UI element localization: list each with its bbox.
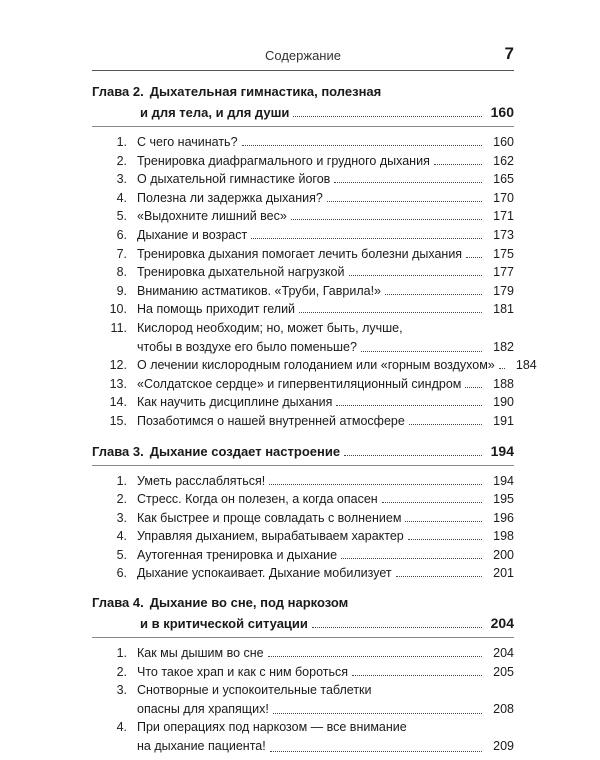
entry-title: Позаботимся о нашей внутренней атмосфере: [137, 413, 405, 428]
entry-number: 3.: [116, 510, 127, 525]
entry-title: С чего начинать?: [137, 135, 238, 149]
dot-leader: [269, 484, 482, 485]
entry-title: Вниманию астматиков. «Труби, Гаврила!»: [137, 283, 381, 298]
dot-leader: [466, 257, 482, 258]
entry-title: Тренировка дыхательной нагрузкой: [137, 265, 345, 280]
entry-page-number: 205: [493, 664, 514, 679]
chapter-title: и в критической ситуации: [140, 616, 308, 632]
chapter-title: Дыхание во сне, под наркозом: [149, 595, 349, 611]
chapter-title-line: [92, 593, 514, 613]
chapter-page-number: 204: [490, 615, 514, 632]
entry-number: 5.: [116, 547, 127, 562]
toc-entry[interactable]: [92, 546, 514, 565]
entry-page-number: 204: [493, 646, 514, 661]
entry-number: 3.: [116, 683, 127, 698]
chapter-page-number: 160: [490, 104, 514, 120]
running-head: [92, 42, 514, 71]
dot-leader: [341, 558, 482, 559]
entry-title-continued: чтобы в воздухе его было поменьше?: [137, 339, 357, 354]
entry-title: О дыхательной гимнастике йогов: [137, 172, 331, 187]
entry-number: 4.: [116, 720, 127, 735]
toc-entry[interactable]: [92, 527, 514, 546]
entry-page-number: 198: [493, 529, 514, 544]
entry-title: Тренировка диафрагмального и грудного дыхания: [137, 153, 430, 168]
entry-number: 1.: [116, 135, 127, 149]
dot-leader: [382, 502, 482, 503]
entry-title: «Солдатское сердце» и гипервентиляционный синдром: [137, 376, 462, 391]
entry-page-number: 196: [493, 510, 514, 525]
dot-leader: [361, 338, 482, 353]
entry-number: 15.: [109, 413, 127, 428]
entry-page-number: 162: [493, 153, 514, 168]
entry-title: Тренировка дыхания помогает лечить болезни дыхания: [137, 246, 463, 261]
entry-page-number: 179: [493, 283, 514, 298]
entry-title: Дыхание и возраст: [137, 227, 248, 242]
entry-page-number: 201: [493, 566, 514, 581]
dot-leader: [434, 164, 482, 165]
entry-title: Кислород необходим; но, может быть, лучше,: [137, 320, 403, 335]
entry-list: [92, 638, 514, 760]
entry-number: 6.: [116, 566, 127, 581]
toc-entry[interactable]: [92, 207, 514, 226]
entry-page-number: 177: [493, 265, 514, 280]
entry-page-number: 190: [493, 395, 514, 410]
entry-number: 2.: [116, 664, 127, 679]
toc-entry[interactable]: [92, 681, 514, 700]
entry-page-number: 175: [493, 246, 514, 261]
chapter-title-line: [92, 441, 514, 461]
toc-entry[interactable]: [92, 319, 514, 338]
dot-leader: [291, 219, 482, 220]
toc-entry[interactable]: [92, 412, 514, 431]
dot-leader: [242, 145, 482, 146]
table-of-contents: [92, 76, 537, 760]
entry-page-number: 181: [493, 302, 514, 317]
toc-entry[interactable]: [92, 564, 514, 583]
toc-entry[interactable]: [92, 375, 514, 394]
entry-number: 12.: [109, 358, 127, 373]
entry-number: 10.: [109, 302, 127, 317]
dot-leader: [344, 455, 482, 456]
entry-number: 6.: [116, 227, 127, 242]
entry-number: 1.: [116, 473, 127, 488]
chapter-heading[interactable]: [92, 76, 514, 127]
entry-title: О лечении кислородным голоданием или «горным воздухом»: [137, 358, 495, 373]
entry-page-number: 200: [493, 547, 514, 562]
dot-leader: [327, 201, 482, 202]
entry-number: 8.: [116, 265, 127, 280]
page-number: 7: [504, 44, 514, 63]
entry-page-number: 160: [493, 135, 514, 149]
entry-title: Что такое храп и как с ним бороться: [137, 664, 349, 679]
entry-list: [92, 466, 514, 588]
entry-page-number: 188: [493, 376, 514, 391]
entry-number: 9.: [116, 283, 127, 298]
dot-leader: [336, 405, 482, 406]
entry-title: Как быстрее и проще совладать с волнением: [137, 510, 402, 525]
toc-entry[interactable]: [92, 189, 514, 208]
chapter-label: Глава 4.: [92, 595, 144, 611]
entry-page-number: 170: [493, 190, 514, 205]
entry-title: «Выдохните лишний вес»: [137, 209, 287, 224]
entry-page-number: 165: [493, 172, 514, 187]
entry-title: Управляя дыханием, вырабатываем характер: [137, 529, 404, 544]
running-head-title: Содержание: [265, 48, 341, 63]
toc-entry[interactable]: [92, 718, 514, 737]
toc-entry[interactable]: [92, 226, 514, 245]
chapter-title: и для тела, и для души: [140, 105, 290, 120]
dot-leader: [270, 737, 482, 752]
entry-page-number: 191: [493, 413, 514, 428]
dot-leader: [273, 700, 482, 715]
toc-entry[interactable]: [92, 300, 514, 319]
toc-entry-continuation[interactable]: [92, 700, 514, 719]
chapter-heading[interactable]: [92, 435, 514, 466]
entry-page-number: 184: [515, 358, 537, 373]
entry-number: 11.: [110, 320, 127, 335]
dot-leader: [293, 116, 482, 117]
toc-entry[interactable]: [92, 170, 514, 189]
chapter-title: Дыхание создает настроение: [149, 443, 341, 459]
entry-number: 2.: [116, 492, 127, 507]
toc-entry[interactable]: [92, 282, 514, 301]
entry-number: 13.: [109, 376, 127, 391]
dot-leader: [349, 275, 483, 276]
entry-title-continued: на дыхание пациента!: [137, 739, 266, 754]
entry-title: Снотворные и успокоительные таблетки: [137, 683, 372, 698]
entry-list: [92, 127, 537, 435]
entry-title: Как мы дышим во сне: [137, 646, 264, 661]
chapter-title-line: [92, 613, 514, 633]
chapter-label: Глава 2.: [92, 84, 144, 99]
dot-leader: [268, 656, 482, 657]
entry-title: Как научить дисциплине дыхания: [137, 395, 333, 410]
entry-title: Стресс. Когда он полезен, а когда опасен: [137, 492, 378, 507]
entry-title-continued: опасны для храпящих!: [137, 701, 269, 716]
dot-leader: [299, 312, 482, 313]
toc-entry[interactable]: [92, 644, 514, 663]
toc-entry[interactable]: [92, 663, 514, 682]
entry-title: При операциях под наркозом — все внимание: [137, 720, 407, 735]
chapter-title: Дыхательная гимнастика, полезная: [149, 84, 382, 99]
toc-entry[interactable]: [92, 245, 514, 264]
toc-entry[interactable]: [92, 472, 514, 491]
chapter-title-line: [92, 102, 514, 122]
dot-leader: [334, 182, 482, 183]
entry-page-number: 171: [493, 209, 514, 224]
entry-number: 1.: [116, 646, 127, 661]
dot-leader: [409, 424, 482, 425]
entry-page-number: 182: [493, 339, 514, 354]
toc-entry[interactable]: [92, 490, 514, 509]
dot-leader: [352, 675, 482, 676]
entry-title: Дыхание успокаивает. Дыхание мобилизует: [137, 566, 392, 581]
entry-number: 3.: [116, 172, 127, 187]
dot-leader: [499, 368, 505, 369]
entry-number: 7.: [116, 246, 127, 261]
chapter-title-line: [92, 82, 514, 102]
toc-entry[interactable]: [92, 152, 514, 171]
dot-leader: [465, 387, 482, 388]
toc-entry[interactable]: [92, 263, 514, 282]
entry-title: Уметь расслабляться!: [137, 473, 266, 488]
chapter-label: Глава 3.: [92, 443, 144, 459]
entry-page-number: 195: [493, 492, 514, 507]
entry-title: Аутогенная тренировка и дыхание: [137, 547, 338, 562]
entry-number: 4.: [116, 529, 127, 544]
dot-leader: [405, 521, 482, 522]
dot-leader: [312, 627, 482, 628]
chapter-heading[interactable]: [92, 587, 514, 638]
dot-leader: [408, 539, 482, 540]
toc-entry[interactable]: [92, 393, 514, 412]
dot-leader: [251, 238, 482, 239]
entry-page-number: 194: [493, 473, 514, 488]
entry-number: 5.: [116, 209, 127, 224]
entry-page-number: 173: [493, 227, 514, 242]
toc-entry[interactable]: [92, 356, 537, 375]
chapter-page-number: 194: [490, 442, 514, 459]
entry-number: 14.: [109, 395, 127, 410]
toc-entry-continuation[interactable]: [92, 737, 514, 756]
entry-title: Полезна ли задержка дыхания?: [137, 190, 323, 205]
entry-page-number: 209: [493, 739, 514, 754]
toc-entry[interactable]: [92, 133, 514, 152]
dot-leader: [396, 576, 482, 577]
toc-entry-continuation[interactable]: [92, 338, 514, 357]
entry-number: 4.: [116, 190, 127, 205]
entry-page-number: 208: [493, 701, 514, 716]
dot-leader: [385, 294, 482, 295]
toc-entry[interactable]: [92, 509, 514, 528]
entry-number: 2.: [116, 153, 127, 168]
entry-title: На помощь приходит гелий: [137, 302, 296, 317]
